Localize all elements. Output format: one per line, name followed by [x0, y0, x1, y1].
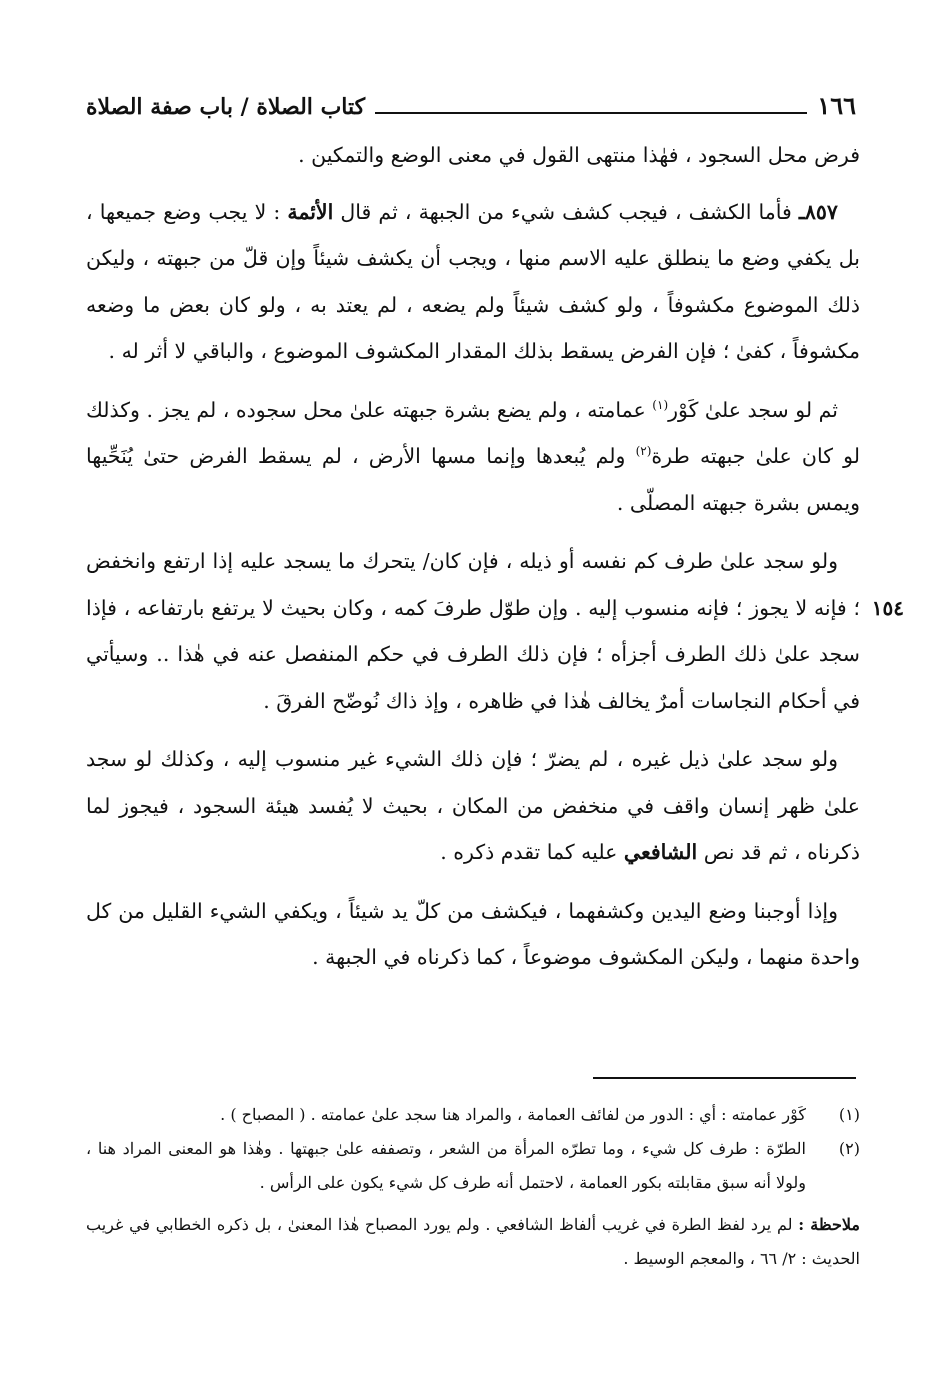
note-text: لم يرد لفظ الطرة في غريب ألفاظ الشافعي . ولم يورد المصباح هٰذا المعنىٰ ، بل ذكره الخطابي في غريب الحديث : ٢/ ٦٦ ، والمعجم الوسيط .: [86, 1215, 860, 1268]
footnote-number: (١): [838, 1105, 860, 1124]
footnote-text: كَوْر عمامته : أي : الدور من لفائف العمامة ، والمراد هنا سجد علىٰ عمامته . ( المصباح ) .: [220, 1105, 806, 1124]
paragraph-857-text-a: فأما الكشف ، فيجب كشف شيء من الجبهة ، ثم قال: [340, 199, 792, 224]
page-number: ١٦٦: [817, 91, 856, 120]
footnote-text: الطرّة : طرف كل شيء ، وما تطرّه المرأة من الشعر ، وتصففه علىٰ جبهتها . وهٰذا هو المعنى المراد هنا ، ولولا أنه سبق مقابلته بكور العمامة ، لاحتمل أنه طرف كل شيء يكون على الرأس .: [86, 1139, 806, 1192]
paragraph-4: [86, 736, 860, 876]
footnote-separator: [593, 1077, 856, 1079]
paragraph-2-text-a: ثم لو سجد علىٰ كَوْر: [668, 397, 838, 422]
paragraph-857-bold: الأئمة: [287, 199, 334, 224]
page-header: [86, 84, 856, 118]
paragraph-0: [86, 132, 860, 179]
paragraph-857: [86, 189, 860, 375]
footnotes: [86, 1098, 860, 1276]
paragraph-0-text: فرض محل السجود ، فهٰذا منتهى القول في معنى الوضع والتمكين .: [298, 143, 860, 167]
main-text: [86, 132, 860, 993]
editor-note: [86, 1208, 860, 1276]
footnote-2: [86, 1132, 860, 1200]
footnote-number: (٢): [838, 1139, 860, 1158]
section-number: ٨٥٧ـ: [798, 199, 838, 224]
paragraph-3: [86, 538, 860, 724]
paragraph-5: [86, 888, 860, 981]
paragraph-4-bold: الشافعي: [623, 840, 698, 864]
paragraph-5-text: وإذا أوجبنا وضع اليدين وكشفهما ، فيكشف من كلّ يد شيئاً ، ويكفي الشيء القليل من كل واحدة منهما ، وليكن المكشوف موضوعاً ، كما ذكرناه في الجبهة .: [86, 898, 860, 969]
footnote-ref-2[interactable]: (٢): [635, 444, 652, 459]
running-title: كتاب الصلاة / باب صفة الصلاة: [86, 94, 366, 120]
paragraph-2-text-c: ولم يُبعدها وإنما مسها الأرض ، لم يسقط الفرض حتىٰ يُنَحِّيها ويمس بشرة جبهته المصلّى .: [86, 444, 860, 515]
note-label: ملاحظة :: [798, 1215, 861, 1234]
footnote-1: [86, 1098, 860, 1132]
paragraph-3-text: ولو سجد علىٰ طرف كم نفسه أو ذيله ، فإن كان/ يتحرك ما يسجد عليه إذا ارتفع وانخفض ؛ فإنه لا يجوز ؛ فإنه منسوب إليه . وإن طوّل طرفَ كمه ، وكان بحيث لا يرتفع بارتفاعه ، فإذا سجد علىٰ ذلك الطرف أجزأه ؛ فإن ذلك الطرف في حكم المنفصل عنه في هٰذا .. وسيأتي في أحكام النجاسات أمرٌ يخالف هٰذا في ظاهره ، وإذ ذاك نُوضّح الفرقَ .: [86, 549, 860, 713]
paragraph-4-text-a: ولو سجد علىٰ ذيل غيره ، لم يضرّ ؛ فإن ذلك الشيء غير منسوب إليه ، وكذلك لو سجد علىٰ ظهر إنسان واقف في منخفض من المكان ، بحيث لا يُفسد هيئة السجود ، فيجوز لما ذكرناه ، ثم قد نص: [86, 747, 860, 864]
footnote-ref-1[interactable]: (١): [652, 397, 669, 412]
paragraph-857-text-b: : لا يجب وضع جميعها ، بل يكفي وضع ما ينطلق عليه الاسم منها ، ويجب أن يكشف شيئاً وإن قلّ من جبهته ، وليكن ذلك الموضوع مكشوفاً ، ولو كشف شيئاً ولم يضعه ، لم يعتد به ، ولو كان بعض ما وضعه مكشوفاً ، كفىٰ ؛ فإن الفرض يسقط بذلك المقدار المكشوف الموضوع ، والباقي لا أثر له .: [86, 199, 860, 363]
paragraph-2: [86, 387, 860, 527]
header-rule: [375, 112, 807, 114]
margin-page-reference: ١٥٤: [871, 596, 904, 620]
paragraph-4-text-b: عليه كما تقدم ذكره .: [440, 840, 618, 864]
paragraph-2-text-b: عمامته ، ولم يضع بشرة جبهته علىٰ محل سجوده ، لم يجز . وكذلك لو كان علىٰ جبهته طرة: [86, 397, 860, 468]
